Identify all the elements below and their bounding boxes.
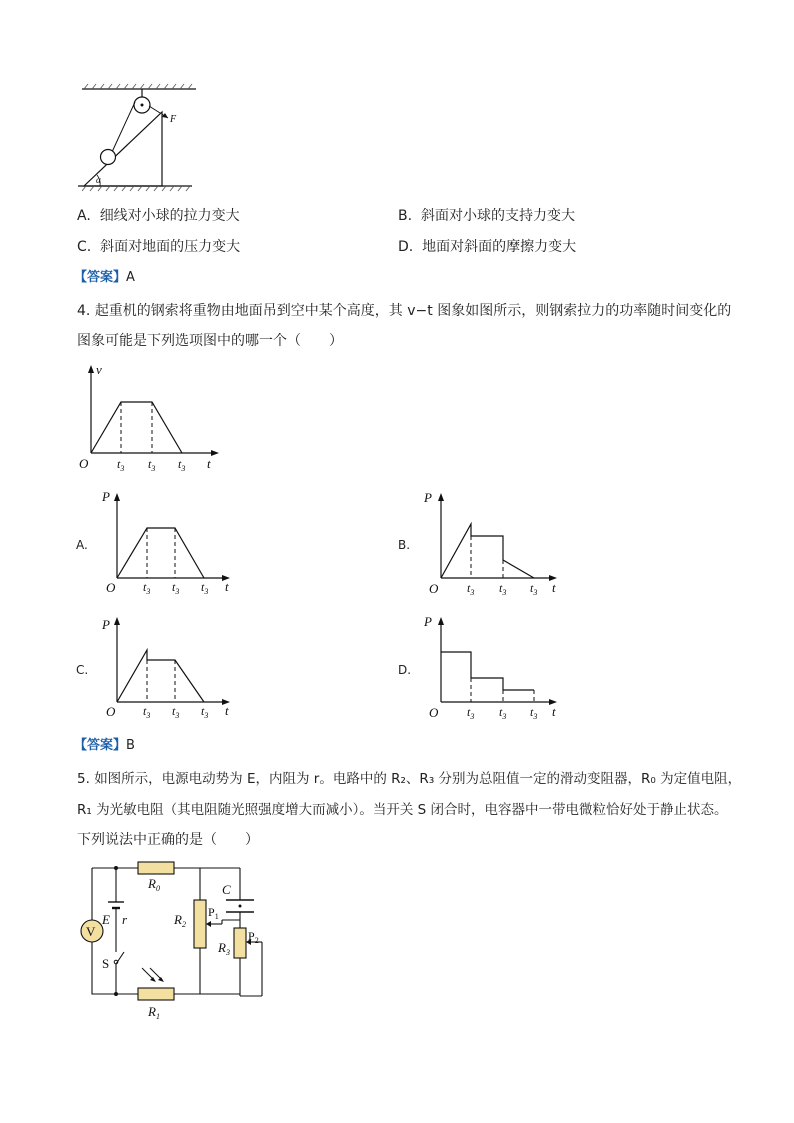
origin-label: O: [106, 580, 116, 595]
tick-sub: 3: [175, 711, 180, 720]
y-axis-label: P: [424, 490, 432, 505]
svg-text:t3: [172, 704, 179, 720]
tick-label: t: [530, 705, 534, 719]
p2-sub: 2: [254, 936, 259, 945]
q4-line-1: [77, 302, 731, 320]
emf-label: E: [102, 912, 110, 927]
q4-answer: [74, 737, 135, 755]
option-text: 斜面对小球的支持力变大: [420, 208, 575, 224]
option-text: 细线对小球的拉力变大: [99, 208, 240, 224]
graph-option-b[interactable]: [424, 488, 564, 600]
option-c[interactable]: [77, 238, 240, 256]
y-axis-label: P: [424, 614, 432, 629]
tick-label: t: [148, 457, 152, 471]
question-number: 5.: [77, 771, 90, 787]
svg-text:P1: [208, 905, 219, 921]
answer-value: A: [126, 270, 135, 285]
answer-value: B: [126, 738, 135, 753]
svg-text:t3: [499, 705, 506, 721]
tick-sub: 3: [204, 711, 209, 720]
question-text: 如图所示，电源电动势为 E，内阻为 r。电路中的 R₂、R₃ 分别为总阻值一定的滑动变阻器，R₀ 为定值电阻，: [94, 771, 742, 787]
graph-option-d[interactable]: [424, 612, 564, 724]
question-text: R₁ 为光敏电阻（其电阻随光照强度增大而减小）。当开关 S 闭合时，电容器中一带电微粒恰好处于静止状态。: [77, 802, 728, 818]
svg-text:t3: [201, 580, 208, 596]
force-label: F: [170, 114, 177, 125]
q4-line-2: [77, 332, 343, 350]
option-d[interactable]: [398, 238, 576, 256]
question-text: 起重机的钢索将重物由地面吊到空中某个高度，其 v−t 图象如图所示，则钢索拉力的功率随时间变化的: [94, 303, 732, 319]
q3-answer: [74, 269, 135, 287]
origin-label: O: [79, 456, 89, 471]
tick-sub: 3: [502, 588, 507, 597]
tick-sub: 3: [181, 464, 186, 473]
svg-text:t3: [143, 580, 150, 596]
answer-label: 【答案】: [74, 738, 127, 753]
p2-label: P: [248, 929, 255, 943]
svg-text:t3: [530, 705, 537, 721]
svg-text:t3: [143, 704, 150, 720]
tick-sub: 3: [502, 712, 507, 721]
r3-label: R: [218, 940, 226, 955]
option-key: C.: [77, 239, 92, 255]
svg-text:R1: [147, 1004, 160, 1021]
x-axis-label: t: [225, 579, 229, 594]
tick-sub: 3: [151, 464, 156, 473]
svg-text:P2: [248, 929, 259, 945]
tick-sub: 3: [146, 587, 151, 596]
option-b[interactable]: [398, 207, 575, 225]
internal-resistance-label: r: [122, 912, 128, 927]
r3-sub: 3: [225, 948, 230, 957]
tick-label: t: [143, 704, 147, 718]
tick-label: t: [117, 457, 121, 471]
tick-label: t: [467, 705, 471, 719]
option-key: B.: [398, 208, 413, 224]
vt-graph: [74, 362, 224, 474]
svg-text:R3: [217, 940, 230, 957]
tick-sub: 3: [175, 587, 180, 596]
option-text: 斜面对地面的压力变大: [100, 239, 241, 255]
question-text: 图象可能是下列选项图中的哪一个（ ）: [77, 333, 343, 349]
tick-label: t: [172, 704, 176, 718]
tick-sub: 3: [204, 587, 209, 596]
origin-label: O: [429, 705, 439, 720]
tick-sub: 3: [533, 588, 538, 597]
x-axis-label: t: [552, 580, 556, 595]
tick-label: t: [172, 580, 176, 594]
tick-label: t: [178, 457, 182, 471]
svg-text:t3: [178, 457, 185, 473]
tick-label: t: [530, 581, 534, 595]
tick-sub: 3: [470, 712, 475, 721]
tick-label: t: [467, 581, 471, 595]
q5-line-3: [77, 831, 259, 849]
tick-label: t: [201, 704, 205, 718]
y-axis-label: P: [102, 617, 110, 632]
svg-text:t3: [117, 457, 124, 473]
graph-option-c-key[interactable]: C.: [76, 663, 89, 677]
tick-label: t: [499, 705, 503, 719]
svg-text:t3: [467, 581, 474, 597]
voltmeter-label: V: [86, 924, 96, 939]
r2-sub: 2: [181, 920, 186, 929]
svg-text:t3: [467, 705, 474, 721]
graph-option-c[interactable]: [102, 611, 242, 723]
capacitor-label: C: [222, 882, 231, 897]
origin-label: O: [429, 581, 439, 596]
x-axis-label: t: [225, 703, 229, 718]
tick-sub: 3: [533, 712, 538, 721]
option-key: A.: [77, 208, 91, 224]
p1-label: P: [208, 905, 215, 919]
svg-text:R0: [147, 876, 160, 893]
tick-sub: 3: [146, 711, 151, 720]
tick-label: t: [201, 580, 205, 594]
option-a[interactable]: [77, 207, 240, 225]
question-number: 4.: [77, 303, 91, 319]
option-key: D.: [398, 239, 414, 255]
tick-sub: 3: [470, 588, 475, 597]
graph-option-a[interactable]: [102, 487, 242, 599]
x-axis-label: t: [207, 456, 211, 471]
graph-option-b-key[interactable]: B.: [398, 538, 411, 552]
x-axis-label: t: [552, 704, 556, 719]
svg-text:R2: [173, 912, 186, 929]
answer-label: 【答案】: [74, 270, 127, 285]
svg-text:t3: [172, 580, 179, 596]
r0-label: R: [148, 876, 156, 891]
p1-sub: 1: [214, 912, 219, 921]
tick-label: t: [143, 580, 147, 594]
graph-option-d-key[interactable]: D.: [398, 663, 412, 677]
switch-label: S: [102, 956, 110, 971]
angle-label: α: [96, 175, 101, 185]
question-text: 下列说法中正确的是（ ）: [77, 832, 259, 848]
incline-pulley-figure: [74, 80, 204, 195]
y-axis-label: v: [96, 362, 102, 377]
circuit-diagram: [72, 856, 277, 1024]
svg-text:t3: [530, 581, 537, 597]
r1-sub: 1: [155, 1012, 160, 1021]
option-text: 地面对斜面的摩擦力变大: [422, 239, 577, 255]
r1-label: R: [148, 1004, 156, 1019]
origin-label: O: [106, 704, 116, 719]
q5-line-2: [77, 801, 727, 819]
svg-text:t3: [148, 457, 155, 473]
q5-line-1: [77, 770, 741, 788]
tick-sub: 3: [120, 464, 125, 473]
graph-option-a-key[interactable]: A.: [76, 538, 88, 552]
r2-label: R: [174, 912, 182, 927]
svg-text:t3: [201, 704, 208, 720]
svg-text:t3: [499, 581, 506, 597]
r0-sub: 0: [155, 884, 160, 893]
y-axis-label: P: [102, 489, 110, 504]
tick-label: t: [499, 581, 503, 595]
